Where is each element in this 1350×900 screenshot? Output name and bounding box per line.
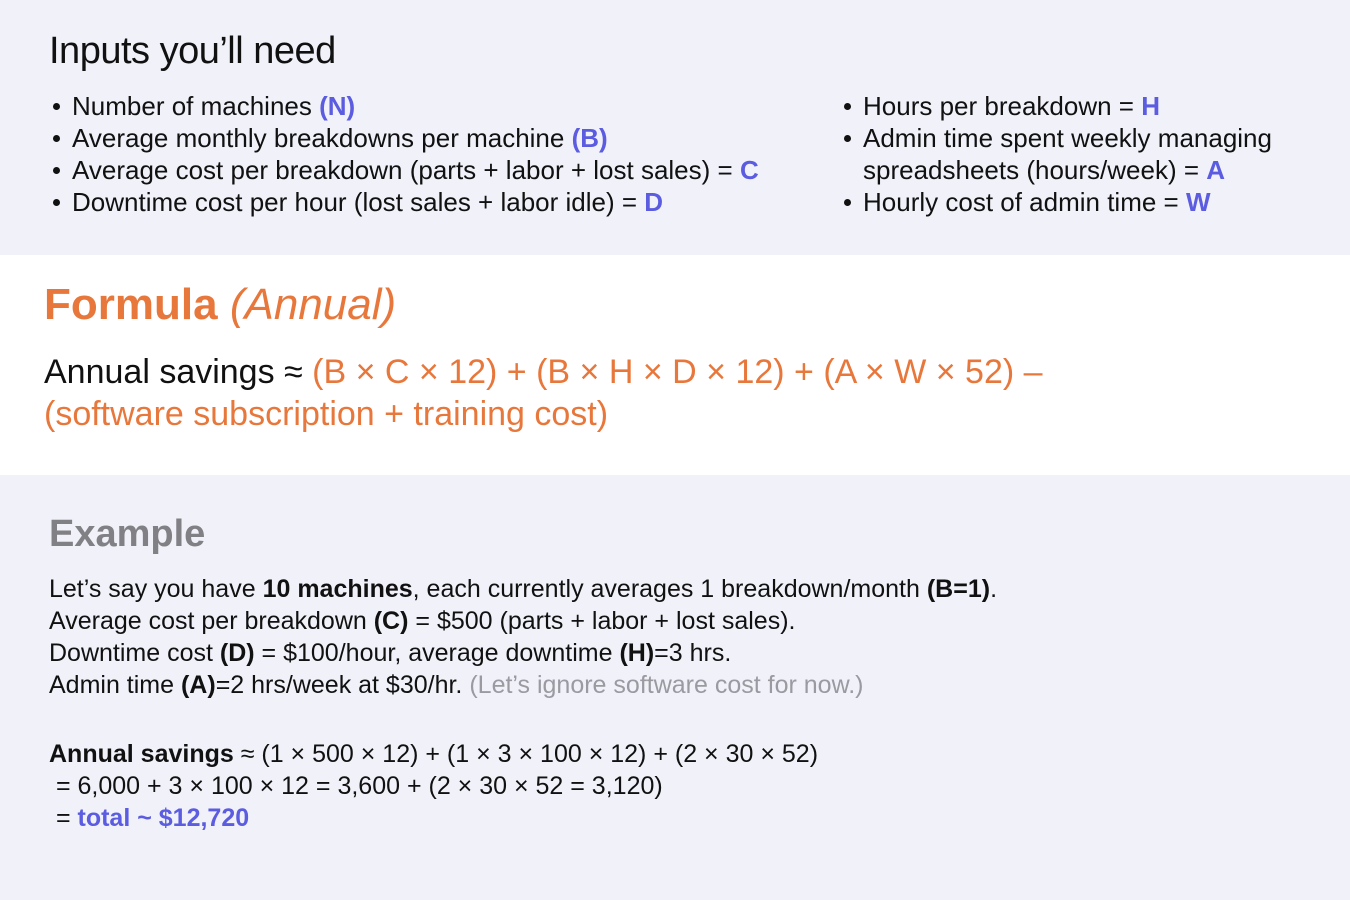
text: Admin time [49, 671, 181, 699]
input-label: Hourly cost of admin time = [863, 187, 1186, 217]
input-variable: C [739, 155, 759, 185]
inputs-section [0, 0, 1350, 255]
input-variable: W [1185, 187, 1211, 217]
text: = [49, 804, 78, 832]
input-label: Average monthly breakdowns per machine [72, 123, 572, 153]
text: ≈ (1 × 500 × 12) + (1 × 3 × 100 × 12) + (2 × 30 × 52) [233, 740, 819, 768]
total-value: total ~ $12,720 [77, 804, 250, 832]
input-label: Admin time spent weekly managing spreadsheets (hours/week) = [863, 123, 1272, 185]
example-line [49, 573, 997, 605]
input-variable: (N) [319, 91, 356, 121]
input-label: Hours per breakdown = [863, 91, 1142, 121]
list-item [50, 186, 759, 218]
input-label: Number of machines [72, 91, 320, 121]
text: . [990, 575, 998, 603]
calc-line [49, 802, 818, 834]
calc-line [49, 738, 818, 770]
text: Average cost per breakdown [49, 607, 374, 635]
example-line [49, 669, 997, 701]
list-item [841, 90, 1321, 122]
text: Let’s say you have [49, 575, 263, 603]
formula-heading [44, 277, 396, 333]
calc-label: Annual savings [49, 740, 234, 768]
list-item [50, 90, 759, 122]
formula-expression [44, 351, 1124, 435]
example-line [49, 605, 997, 637]
input-variable: H [1141, 91, 1160, 121]
emphasis: (A) [180, 671, 216, 699]
inputs-list-right [841, 90, 1321, 218]
input-label: Average cost per breakdown (parts + labor + lost sales) = [72, 155, 740, 185]
formula-section [0, 255, 1350, 475]
emphasis: (D) [219, 639, 255, 667]
inputs-list-left [50, 90, 759, 218]
emphasis: (H) [619, 639, 655, 667]
example-section [0, 475, 1350, 900]
emphasis: (C) [373, 607, 409, 635]
text: =3 hrs. [654, 639, 732, 667]
input-variable: (B) [571, 123, 608, 153]
formula-rhs: (B × C × 12) + (B × H × D × 12) + (A × W × 52) – (software subscription + training cost) [44, 353, 1043, 433]
text: =2 hrs/week at $30/hr. [215, 671, 470, 699]
emphasis: (B=1) [926, 575, 991, 603]
text: Downtime cost [49, 639, 220, 667]
example-calculation [49, 738, 818, 834]
calc-line: = 6,000 + 3 × 100 × 12 = 3,600 + (2 × 30 × 52 = 3,120) [49, 772, 663, 800]
formula-title: Formula [44, 280, 218, 329]
inputs-title: Inputs you’ll need [49, 30, 336, 72]
text: = $100/hour, average downtime [254, 639, 620, 667]
list-item [841, 122, 1321, 186]
example-title: Example [49, 513, 206, 555]
emphasis: 10 machines [262, 575, 413, 603]
text: , each currently averages 1 breakdown/month [412, 575, 927, 603]
aside-note: (Let’s ignore software cost for now.) [469, 671, 864, 699]
list-item [50, 122, 759, 154]
list-item [841, 186, 1321, 218]
text: = $500 (parts + labor + lost sales). [408, 607, 796, 635]
input-variable: D [644, 187, 664, 217]
formula-subtitle: (Annual) [229, 280, 397, 329]
example-description [49, 573, 997, 701]
list-item [50, 154, 759, 186]
formula-lhs: Annual savings ≈ [44, 353, 313, 391]
input-variable: A [1206, 155, 1226, 185]
example-line [49, 637, 997, 669]
input-label: Downtime cost per hour (lost sales + labor idle) = [72, 187, 645, 217]
